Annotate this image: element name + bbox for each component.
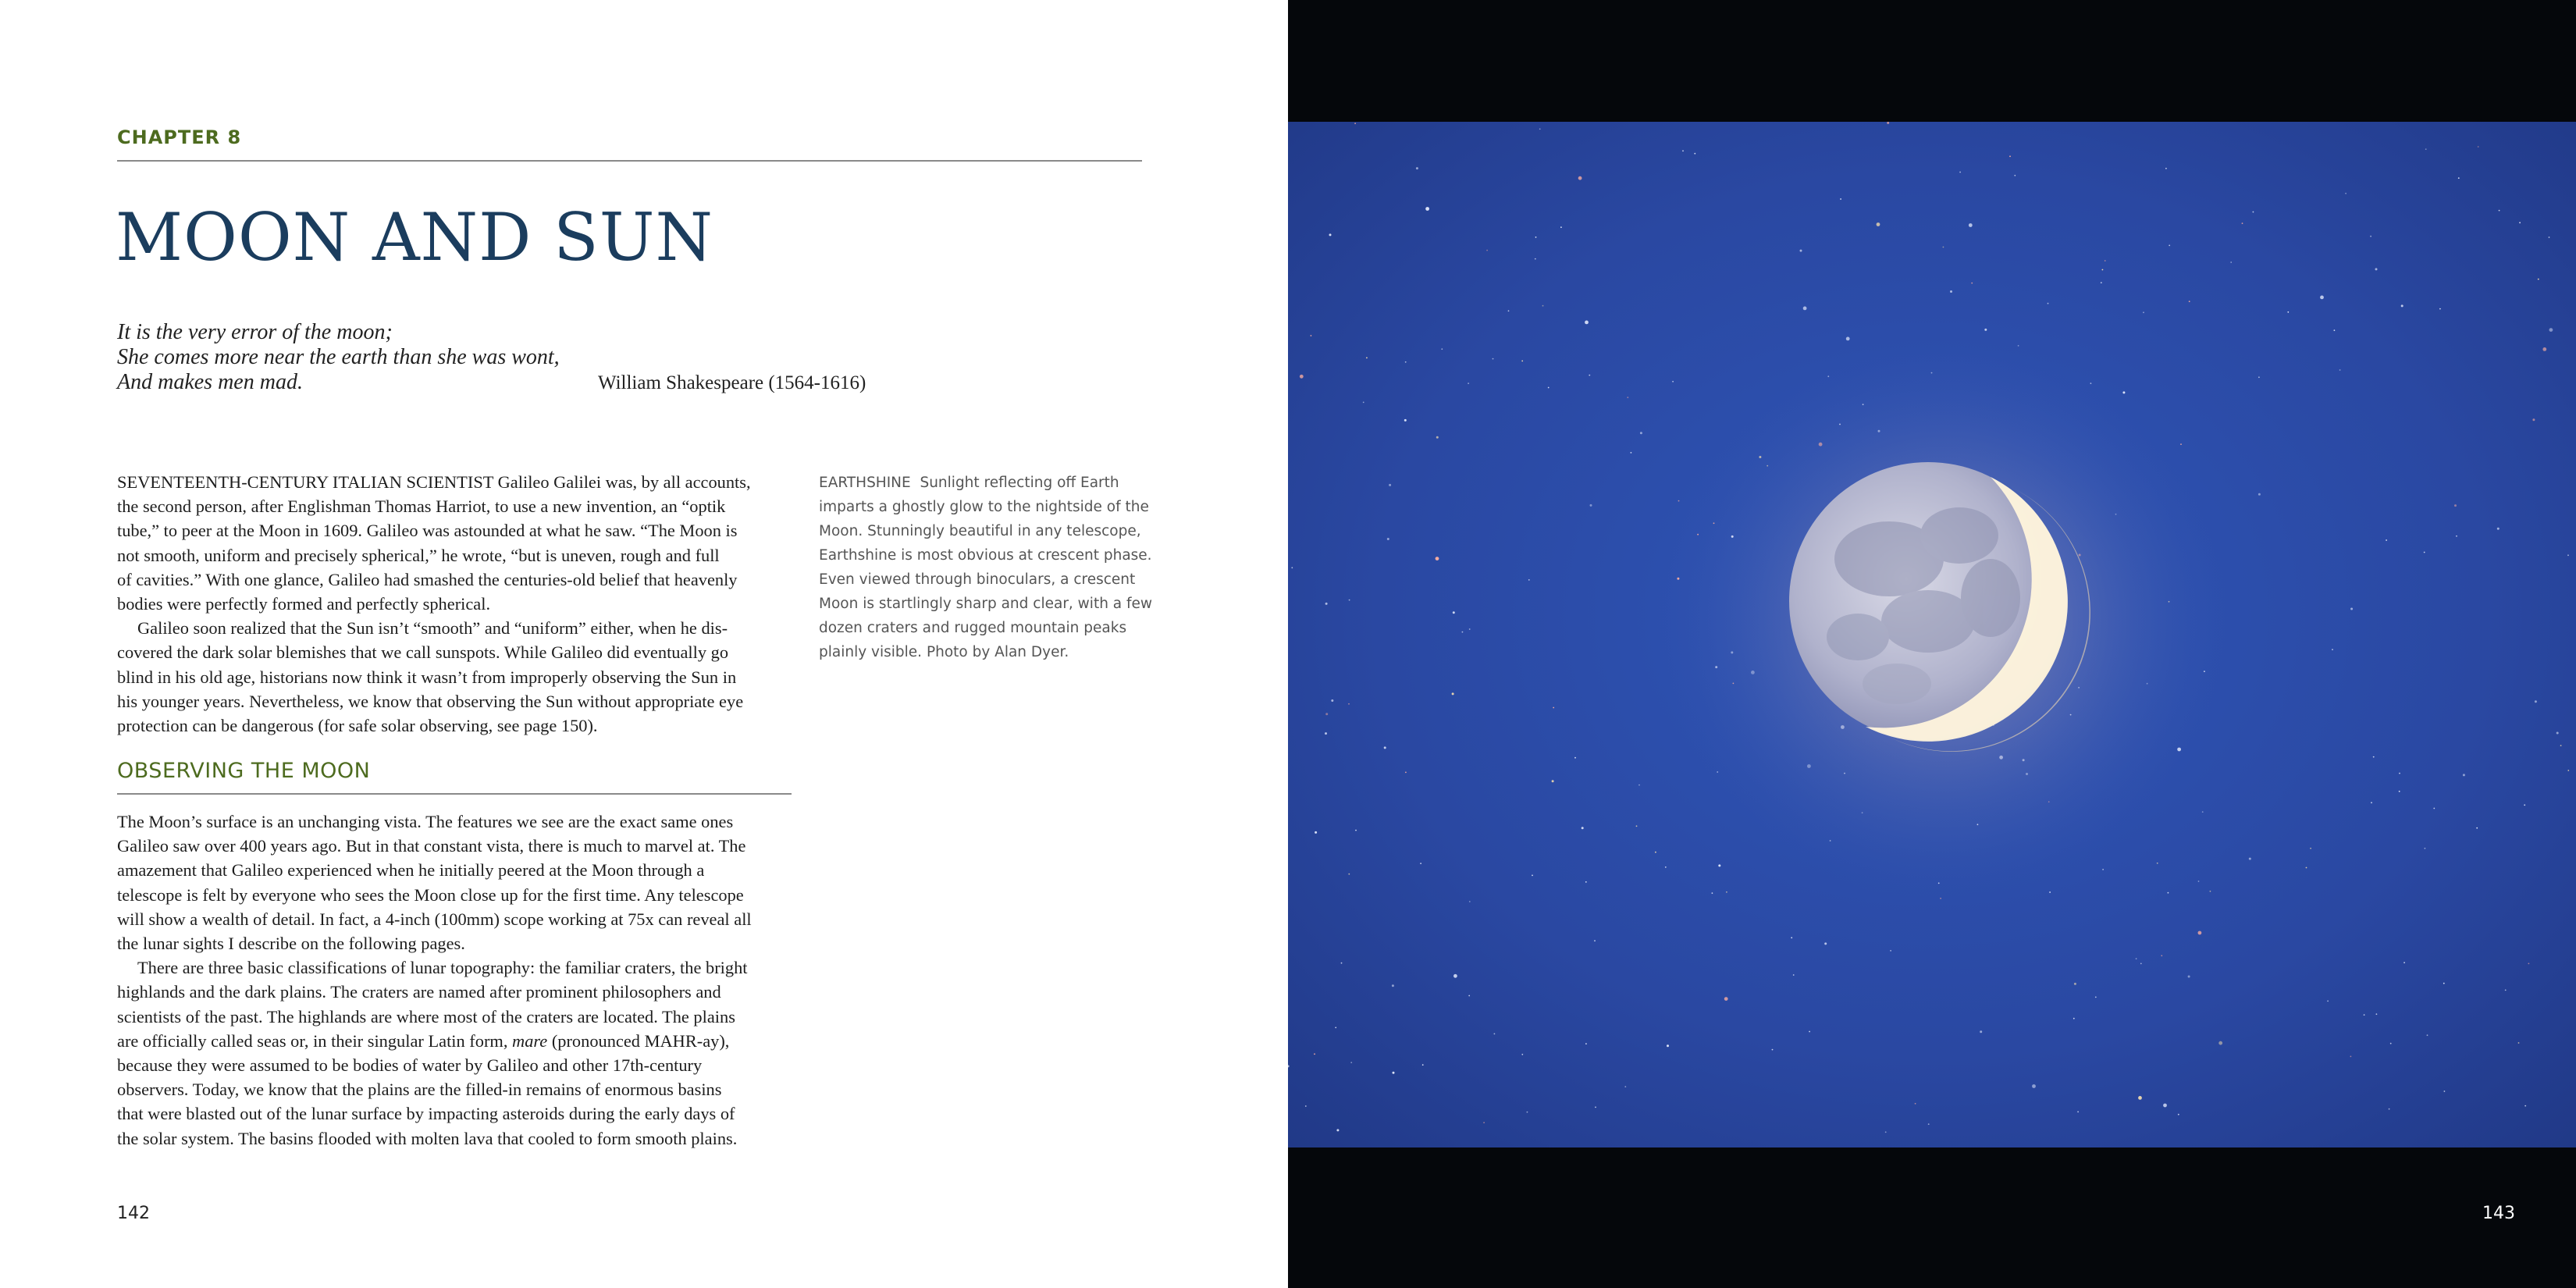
star (2425, 848, 2426, 849)
star (1971, 283, 1973, 284)
star (1969, 223, 1973, 227)
epigraph (117, 320, 560, 395)
star (1404, 419, 1407, 422)
caption-line: Even viewed through binoculars, a crescent (819, 571, 1136, 588)
epigraph-line: It is the very error of the moon; (117, 320, 393, 344)
star (2478, 146, 2479, 148)
star (1791, 937, 1792, 938)
page-title: MOON AND SUN (116, 199, 713, 276)
star (2327, 1001, 2329, 1002)
star (1348, 873, 1350, 875)
star (1336, 1129, 1339, 1131)
star (2258, 493, 2261, 496)
star (2386, 539, 2387, 541)
star (1341, 962, 1343, 964)
star (1483, 1122, 1485, 1123)
text-line: Galileo saw over 400 years ago. But in that constant vista, there is much to marvel at. The (117, 836, 746, 856)
star (2463, 774, 2465, 776)
star (2443, 983, 2445, 984)
intro-text (117, 470, 790, 738)
star (1314, 1053, 1315, 1055)
star (1420, 863, 1421, 864)
star (1803, 307, 1807, 311)
star (1724, 997, 1728, 1001)
star (1640, 432, 1642, 434)
text-line: amazement that Galileo experienced when he initially peered at the Moon through a (117, 860, 705, 881)
star (1590, 504, 1592, 507)
star (2230, 262, 2232, 263)
star (2399, 773, 2400, 774)
star (1528, 579, 1530, 581)
star (1959, 172, 1961, 173)
star (2549, 237, 2550, 238)
star (1890, 950, 1891, 952)
star (1595, 1107, 1596, 1108)
caption-text: Sunlight reflecting off Earth (920, 475, 1119, 491)
star (2073, 1018, 2075, 1019)
star (1627, 397, 1628, 398)
star (1291, 567, 1293, 568)
star (2345, 193, 2347, 194)
text-line: of cavities.” With one glance, Galileo had smashed the centuries-old belief that heavenly (117, 569, 738, 589)
page-number-right: 143 (2482, 1204, 2515, 1223)
caption-line: Moon is startlingly sharp and clear, with a few (819, 596, 1153, 612)
star (1809, 1031, 1810, 1033)
star (2095, 997, 2097, 998)
star (1667, 1044, 1669, 1047)
text-line: the solar system. The basins flooded with molten lava that cooled to form smooth plains. (117, 1128, 738, 1148)
star (2364, 1014, 2365, 1016)
star (1468, 995, 1470, 997)
star (1915, 1103, 1916, 1105)
star (1885, 1131, 1887, 1133)
text-line: because they were assumed to be bodies of water by Galileo and other 17th-century (117, 1055, 703, 1076)
star (1521, 361, 1523, 362)
star (2454, 504, 2457, 507)
star (2505, 990, 2507, 991)
star (1425, 207, 1429, 211)
star (1535, 237, 1537, 238)
text-line: not smooth, uniform and precisely spherical,” he wrote, “but is uneven, rough and full (117, 545, 720, 565)
star (2376, 1013, 2378, 1015)
star (1311, 335, 1312, 336)
star (1315, 831, 1317, 834)
star (2136, 958, 2137, 959)
star (1718, 864, 1720, 866)
star (2249, 858, 2251, 860)
star (2178, 1114, 2179, 1115)
star (2189, 301, 2190, 302)
star (2009, 155, 2011, 157)
star (2032, 1084, 2036, 1088)
text-line: covered the dark solar blemishes that we call sunspots. While Galileo did eventually go (117, 642, 729, 663)
section-divider (117, 793, 792, 795)
star (2168, 892, 2169, 894)
star (2519, 222, 2521, 223)
text-line: SEVENTEENTH-CENTURY ITALIAN SCIENTIST Galileo Galilei was, by all accounts, (117, 472, 751, 492)
star (1493, 358, 1494, 360)
star (2320, 296, 2324, 300)
star (2425, 148, 2427, 150)
star (1585, 321, 1589, 325)
star (1877, 222, 1880, 226)
star (1389, 484, 1391, 486)
star (2456, 535, 2457, 537)
star (1349, 600, 1350, 601)
star (1840, 198, 1841, 200)
caption-line (819, 471, 1147, 495)
star (2532, 418, 2535, 421)
star (2306, 867, 2307, 869)
section-heading: OBSERVING THE MOON (117, 759, 371, 783)
caption-line: Earthshine is most obvious at crescent phase. (819, 547, 1152, 564)
star (2161, 955, 2162, 956)
text-line: telescope is felt by everyone who sees the Moon close up for the first time. Any telescope (117, 884, 744, 905)
star (2389, 1108, 2390, 1110)
star (1325, 732, 1327, 735)
star (2165, 168, 2167, 169)
star (1325, 713, 1328, 715)
star (1548, 387, 1550, 389)
star (2014, 175, 2016, 176)
star (1532, 875, 1533, 877)
star (1348, 703, 1350, 705)
star (2373, 756, 2375, 758)
star (2497, 528, 2500, 530)
caption-line: Moon. Stunningly beautiful in any telescope, (819, 523, 1141, 539)
italic-term: mare (512, 1030, 548, 1051)
star (1436, 436, 1439, 439)
text-line: his younger years. Nevertheless, we know that observing the Sun without appropriate eye (117, 691, 744, 711)
star (2499, 210, 2500, 212)
text-line: the lunar sights I describe on the following pages. (117, 934, 465, 954)
star (1846, 337, 1850, 341)
text-line: highlands and the dark plains. The craters are named after prominent philosophers and (117, 982, 721, 1002)
star (2524, 804, 2525, 806)
star (1928, 1123, 1930, 1125)
text-line (117, 1029, 790, 1053)
star (2549, 328, 2553, 332)
star (2198, 881, 2200, 882)
star (2476, 827, 2478, 829)
star (2101, 282, 2102, 283)
star (1462, 632, 1464, 633)
star (2157, 863, 2158, 864)
star (1508, 310, 1510, 311)
star (2458, 177, 2460, 179)
star (1589, 375, 1590, 376)
star (2242, 222, 2243, 224)
star (1405, 772, 1407, 774)
star (1384, 746, 1386, 749)
star (1824, 942, 1827, 945)
star (2077, 1111, 2079, 1112)
star (2524, 1105, 2526, 1107)
caption-line: plainly visible. Photo by Alan Dyer. (819, 644, 1069, 660)
star (1950, 290, 1952, 293)
star (2202, 811, 2204, 813)
star (1355, 830, 1357, 831)
star (1363, 402, 1364, 404)
star (2188, 976, 2190, 978)
star (1350, 1062, 1352, 1063)
star (2518, 1042, 2520, 1044)
star (1325, 603, 1328, 605)
star (1631, 452, 1632, 454)
star (1624, 1086, 1626, 1087)
text-line: There are three basic classifications of lunar topography: the familiar craters, the bright (137, 958, 748, 978)
star (1335, 1027, 1336, 1029)
star (1469, 628, 1471, 630)
star (1887, 122, 1889, 124)
star (2433, 808, 2435, 809)
text-line: that were blasted out of the lunar surface by impacting asteroids during the early days of (117, 1104, 735, 1124)
star (2163, 1104, 2167, 1108)
star (1387, 538, 1389, 540)
star (1585, 1043, 1587, 1044)
star (2218, 1041, 2222, 1045)
star (1793, 974, 1795, 976)
star (2253, 212, 2254, 213)
caption-line: imparts a ghostly glow to the nightside of the (819, 499, 1149, 515)
star (1943, 247, 1944, 248)
right-page (1288, 0, 2576, 1288)
star (1678, 500, 1680, 502)
star (2180, 443, 2182, 445)
observing-text (117, 809, 790, 1151)
star (1305, 1105, 1307, 1107)
star (2427, 1034, 2428, 1036)
text-span: are officially called seas or, in their singular Latin form, (117, 1030, 513, 1051)
star (2567, 554, 2569, 556)
star (1638, 785, 1640, 786)
caption-line: dozen craters and rugged mountain peaks (819, 620, 1127, 636)
star (1984, 329, 1987, 331)
star (1405, 361, 1407, 363)
star (1393, 1072, 1395, 1074)
star (1494, 1034, 1496, 1035)
star (1300, 375, 1304, 379)
star (2332, 649, 2333, 650)
star (2140, 963, 2142, 965)
text-line: Galileo soon realized that the Sun isn’t “smooth” and “uniform” either, when he dis- (137, 618, 728, 639)
star (1672, 381, 1674, 382)
star (1453, 974, 1457, 978)
star (2528, 963, 2530, 965)
star (1416, 167, 1418, 169)
star (2556, 732, 2559, 735)
star (2105, 260, 2106, 262)
star (2074, 983, 2076, 985)
star (1578, 176, 1582, 180)
star (1469, 901, 1471, 902)
text-line: the second person, after Englishman Thomas Harriot, to use a new invention, an “optik (117, 496, 726, 517)
page-number-left: 142 (117, 1204, 150, 1223)
star (2198, 931, 2202, 935)
star (1329, 233, 1332, 236)
star (2169, 245, 2170, 247)
star (2403, 962, 2405, 963)
text-span: (pronounced MAHR-ay), (547, 1030, 730, 1051)
star (1772, 1049, 1774, 1051)
star (1800, 250, 1802, 252)
crescent-moon-earthshine-photo (1288, 122, 2576, 1147)
chapter-divider (117, 160, 1142, 162)
star (1553, 707, 1554, 709)
star (1694, 153, 1695, 155)
star (1582, 827, 1584, 829)
star (1542, 305, 1544, 307)
star (2399, 791, 2400, 792)
star (2542, 347, 2546, 351)
star (2535, 700, 2537, 703)
star (2424, 552, 2425, 553)
photo-caption (819, 471, 1153, 664)
star (2018, 345, 2019, 347)
star (2102, 869, 2104, 870)
star (2439, 308, 2441, 310)
text-line: The Moon’s surface is an unchanging vista. The features we see are the exact same ones (117, 812, 734, 831)
star (1980, 1030, 1982, 1033)
star (2401, 304, 2403, 307)
star (1535, 258, 1536, 260)
text-line: bodies were perfectly formed and perfectly spherical. (117, 594, 491, 614)
star (2102, 269, 2104, 271)
star (2371, 802, 2372, 803)
star (2370, 236, 2371, 237)
star (1636, 825, 1638, 827)
star (2444, 1091, 2446, 1092)
star (2560, 745, 2562, 746)
star (2138, 1096, 2142, 1100)
star (2334, 329, 2336, 331)
text-line: tube,” to peer at the Moon in 1609. Galileo was astounded at what he saw. “The Moon is (117, 521, 738, 541)
star (2049, 891, 2051, 893)
star (2350, 608, 2353, 610)
star (2210, 891, 2211, 892)
star (1331, 699, 1333, 702)
star (1366, 358, 1368, 359)
epigraph-attribution: William Shakespeare (1564-1616) (598, 372, 866, 393)
star (1436, 557, 1439, 560)
star (1441, 348, 1443, 350)
star (1712, 892, 1713, 894)
text-line: observers. Today, we know that the plains are the filled-in remains of enormous basins (117, 1080, 722, 1100)
star (1452, 692, 1454, 695)
star (1552, 780, 1554, 782)
star (1527, 1112, 1528, 1113)
text-line: protection can be dangerous (for safe solar observing, see page 150). (117, 716, 598, 736)
epigraph-line: She comes more near the earth than she was wont, (117, 345, 560, 369)
star (1392, 984, 1394, 987)
star (2350, 1056, 2352, 1058)
star (1665, 866, 1667, 868)
star (1682, 150, 1684, 151)
star (2287, 311, 2289, 313)
star (2048, 303, 2049, 304)
star (1585, 881, 1587, 883)
star (2567, 770, 2569, 771)
star (1521, 1054, 1523, 1055)
star (1354, 123, 1356, 124)
text-line: blind in his old age, historians now think it wasn’t from improperly observing the Sun in (117, 667, 737, 687)
caption-keyword: EARTHSHINE (819, 475, 911, 491)
star (1422, 1064, 1424, 1066)
star (2339, 369, 2341, 371)
star (2390, 1043, 2392, 1044)
star (1453, 611, 1455, 614)
epigraph-line: And makes men mad. (117, 370, 303, 394)
text-line: scientists of the past. The highlands are where most of the craters are located. The plains (117, 1006, 735, 1026)
star (1726, 891, 1727, 893)
chapter-label: CHAPTER 8 (117, 126, 242, 148)
star (1468, 382, 1469, 384)
star (2375, 268, 2378, 270)
star (2258, 376, 2260, 378)
star (1486, 250, 1488, 251)
star (2538, 279, 2539, 280)
star (1539, 128, 1541, 130)
star (1655, 852, 1656, 853)
star (2310, 848, 2311, 849)
star (2143, 311, 2144, 313)
star (1574, 757, 1576, 759)
star (2122, 391, 2125, 393)
text-line: will show a wealth of detail. In fact, a 4-inch (100mm) scope working at 75x can reveal all (117, 909, 752, 929)
star (1560, 226, 1562, 228)
star (1594, 940, 1596, 941)
